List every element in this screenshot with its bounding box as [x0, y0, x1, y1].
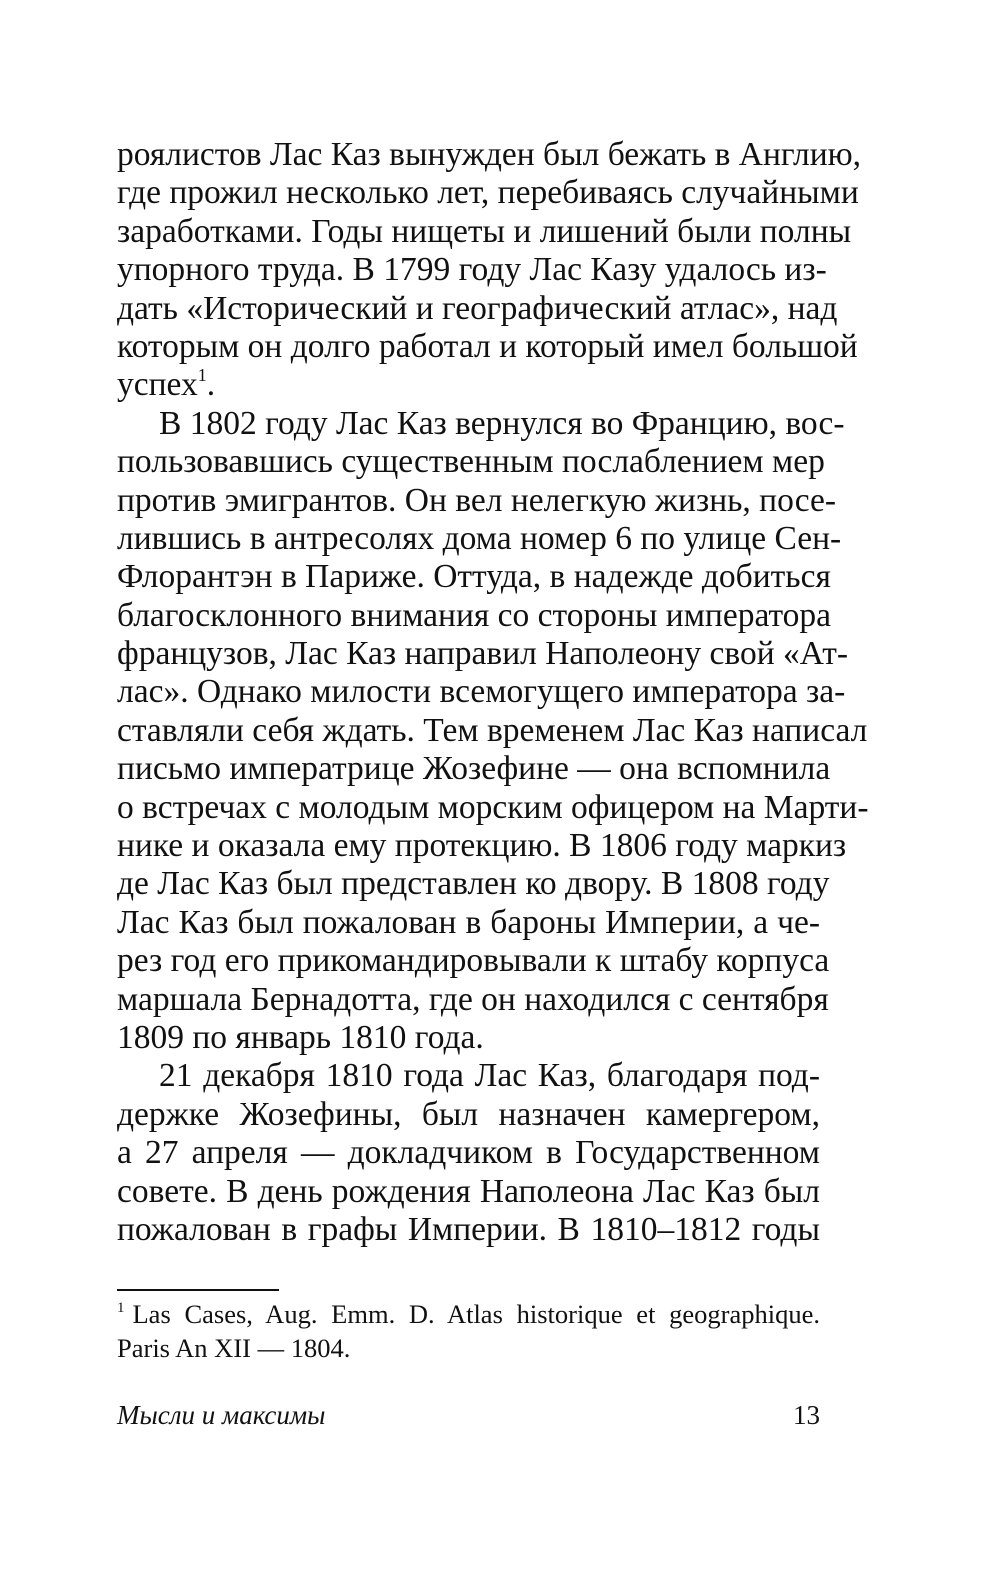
- footnote-number: 1: [117, 1300, 125, 1316]
- text-line: Лас Каз был пожалован в бароны Империи, а че-: [117, 903, 820, 941]
- paragraph-start-line: В 1802 году Лас Каз вернулся во Францию, вос-: [159, 404, 845, 442]
- text-line: 1809 по январь 1810 года.: [117, 1018, 484, 1056]
- text-line: лившись в антресолях дома номер 6 по улице Сен-: [117, 519, 842, 557]
- text-line: французов, Лас Каз направил Наполеону свой «Ат-: [117, 635, 849, 673]
- text-line: рез год его прикомандировывали к штабу корпуса: [117, 942, 830, 980]
- paragraph-start-line: 21 декабря 1810 года Лас Каз, благодаря под-: [159, 1057, 820, 1095]
- footnote-line: Paris An XII — 1804.: [117, 1333, 351, 1363]
- text-line: ставляли себя ждать. Тем временем Лас Каз написал: [117, 711, 868, 749]
- text-line: Флорантэн в Париже. Оттуда, в надежде добиться: [117, 558, 831, 596]
- text-line: держке Жозефины, был назначен камергером,: [117, 1095, 820, 1133]
- text-line: дать «Исторический и географический атлас», над: [117, 289, 838, 327]
- text-line: упорного труда. В 1799 году Лас Казу удалось из-: [117, 251, 827, 289]
- text-line: благосклонного внимания со стороны императора: [117, 596, 832, 634]
- text-line: о встречах с молодым морским офицером на Марти-: [117, 788, 869, 826]
- text-line: а 27 апреля — докладчиком в Государственном: [117, 1134, 820, 1172]
- footnote-reference: 1: [197, 365, 207, 386]
- text-line: совете. В день рождения Наполеона Лас Каз был: [117, 1172, 820, 1210]
- footnote-text: Las Cases, Aug. Emm. D. Atlas historique et geographique.: [132, 1299, 820, 1329]
- text-fragment: .: [206, 366, 216, 404]
- text-line: против эмигрантов. Он вел нелегкую жизнь, посе-: [117, 481, 836, 519]
- text-line: нике и оказала ему протекцию. В 1806 году маркиз: [117, 827, 847, 865]
- text-fragment: успех: [117, 366, 198, 404]
- footnote-line: [117, 1297, 820, 1331]
- text-line: де Лас Каз был представлен ко двору. В 1808 году: [117, 865, 830, 903]
- text-line: лас». Однако милости всемогущего императора за-: [117, 673, 846, 711]
- text-line: где прожил несколько лет, перебиваясь случайными: [117, 174, 859, 212]
- text-line: которым он долго работал и который имел большой: [117, 327, 858, 365]
- body-text: [117, 136, 869, 1249]
- text-line: пожалован в графы Империи. В 1810–1812 годы: [117, 1210, 820, 1248]
- text-line: маршала Бернадотта, где он находился с сентября: [117, 980, 829, 1018]
- footnote: [117, 1297, 820, 1365]
- footnote-divider: [117, 1289, 279, 1291]
- text-line: письмо императрице Жозефине — она вспомнила: [117, 750, 831, 788]
- page-number: 13: [793, 1400, 820, 1430]
- running-title: Мысли и максимы: [117, 1400, 326, 1430]
- text-line: [117, 366, 820, 404]
- text-line: роялистов Лас Каз вынужден был бежать в Англию,: [117, 136, 862, 173]
- running-footer: [117, 1400, 820, 1440]
- text-line: пользовавшись существенным послаблением мер: [117, 443, 825, 481]
- text-line: заработками. Годы нищеты и лишений были полны: [117, 212, 852, 250]
